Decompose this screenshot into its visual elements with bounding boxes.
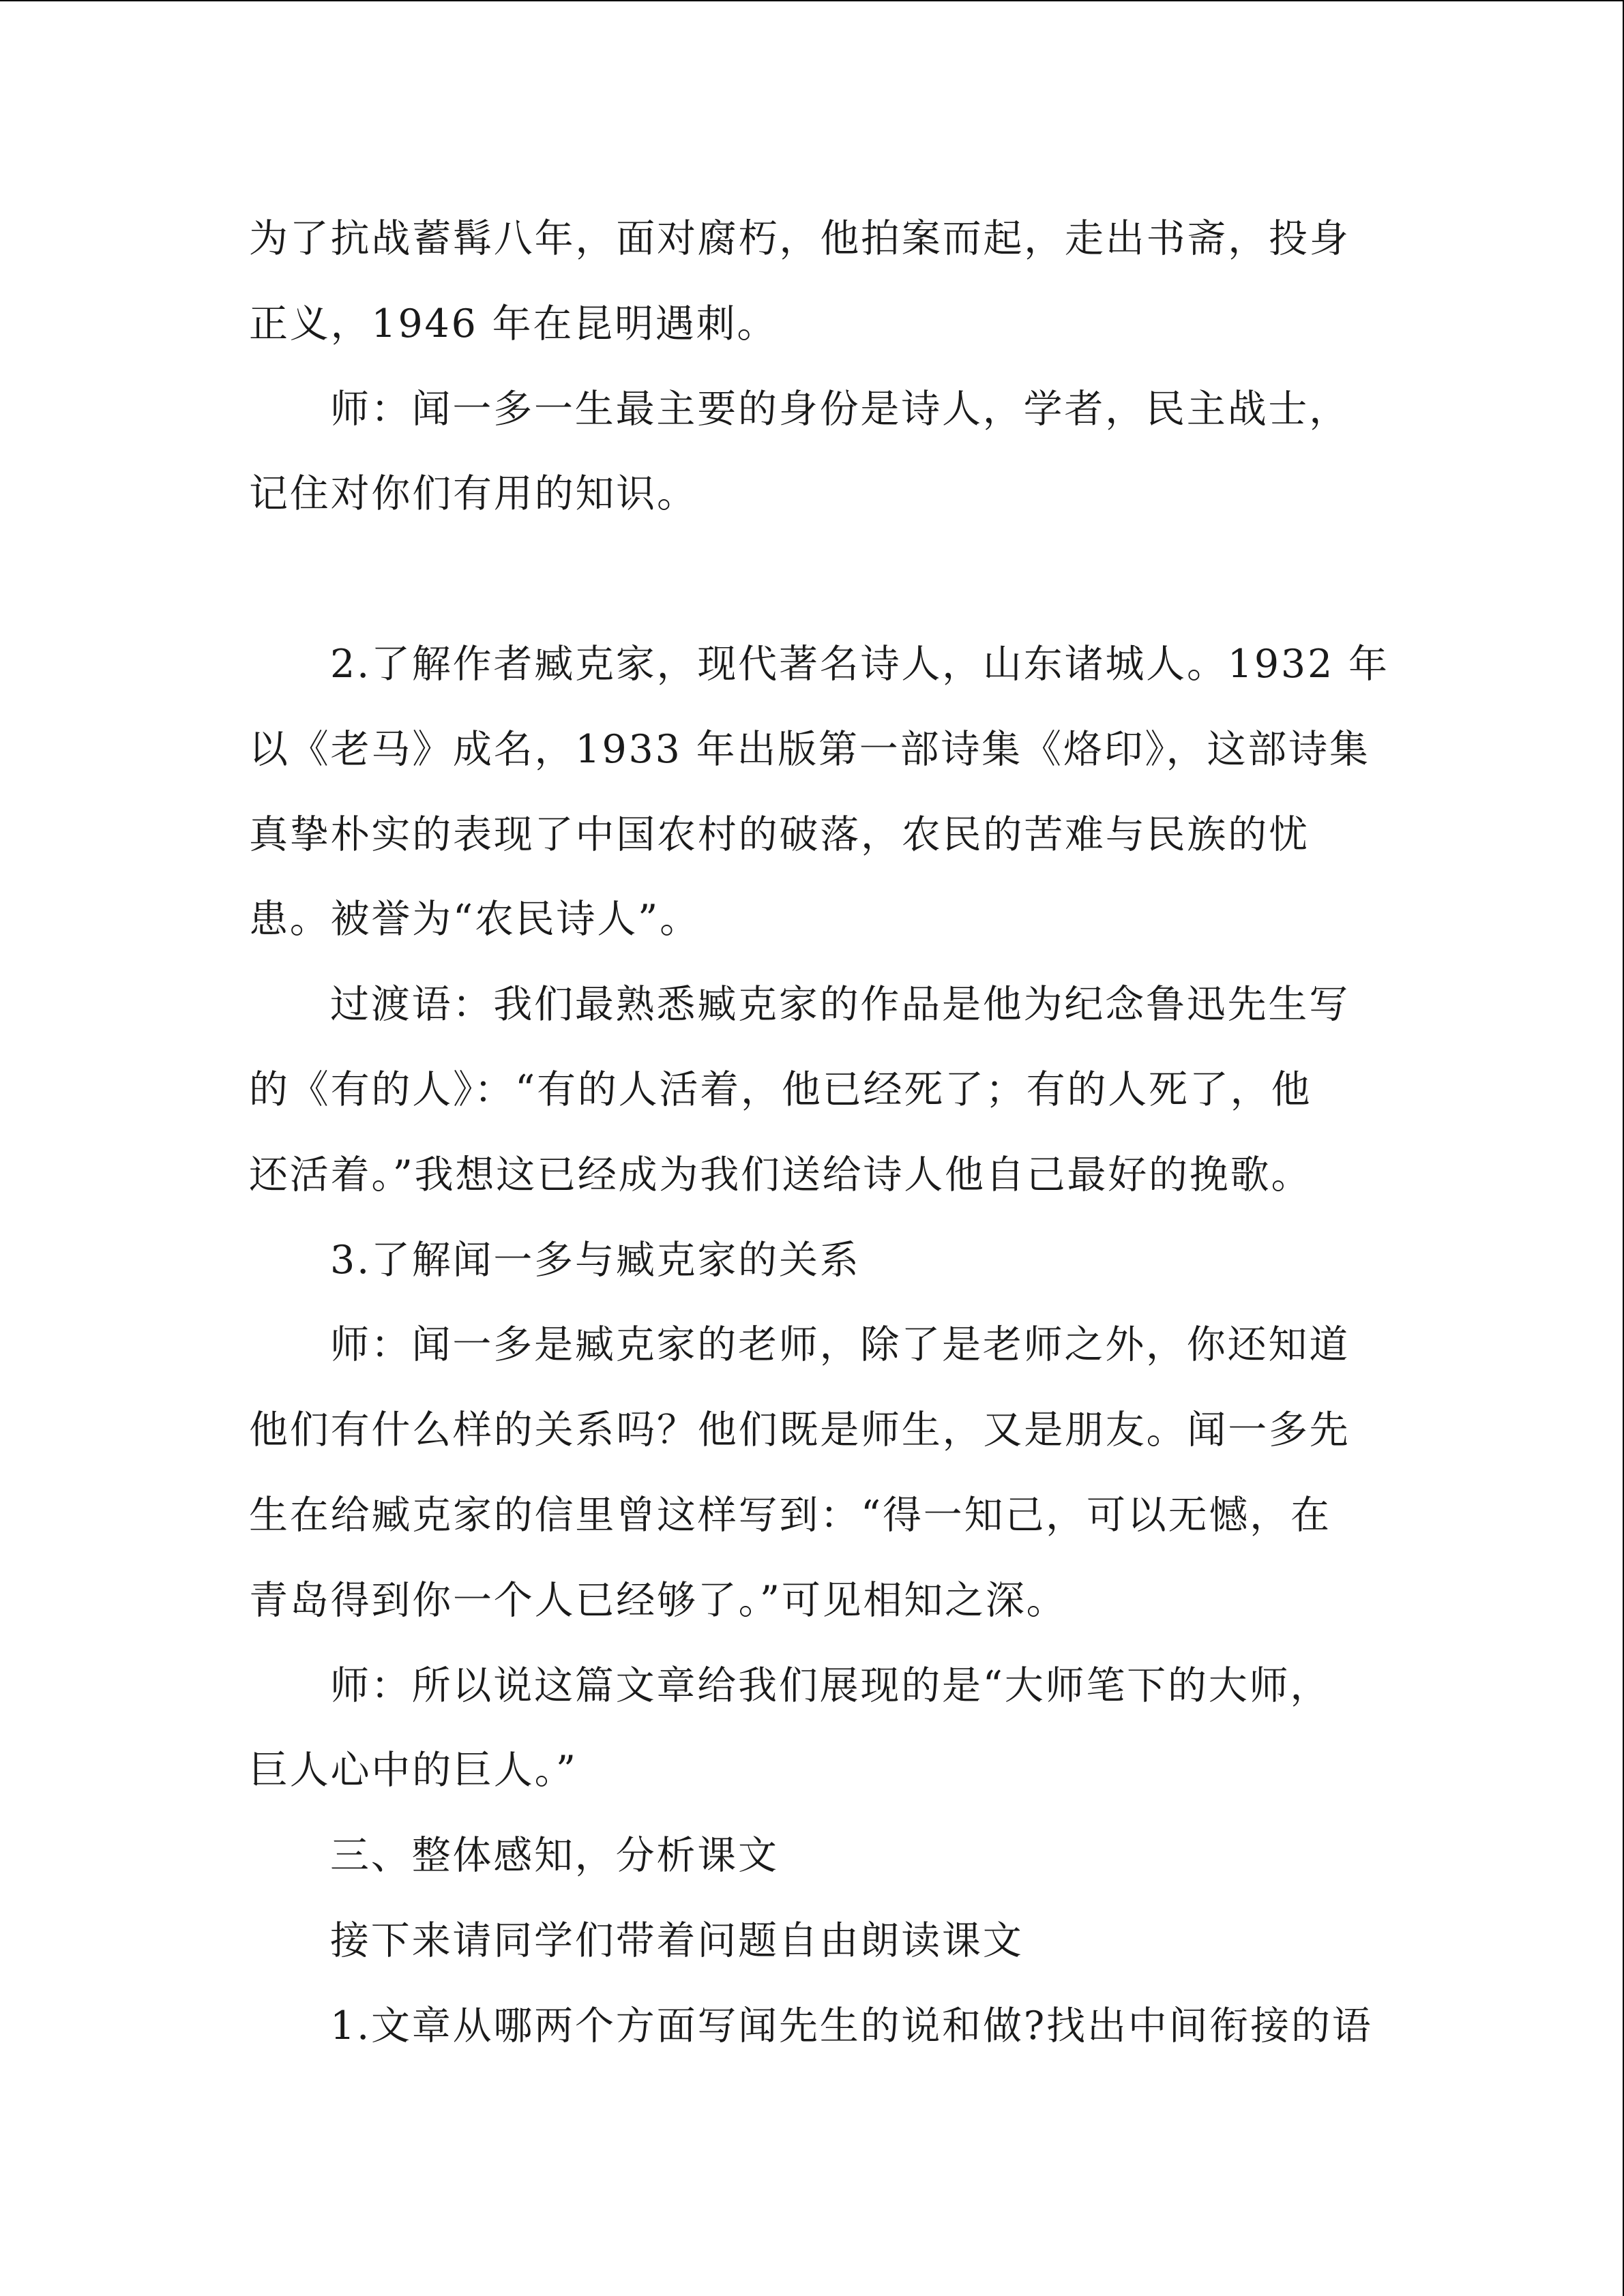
- text-line: 生在给臧克家的信里曾这样写到：“得一知己，可以无憾，在: [249, 1492, 1331, 1538]
- text-line: 还活着。”我想这已经成为我们送给诗人他自己最好的挽歌。: [249, 1152, 1312, 1197]
- text-line: 为了抗战蓄髯八年，面对腐朽，他拍案而起，走出书斋，投身: [249, 216, 1350, 261]
- text-line: 记住对你们有用的知识。: [249, 471, 698, 517]
- text-line: 1.文章从哪两个方面写闻先生的说和做?找出中间衔接的语: [330, 2003, 1373, 2048]
- paragraph: [249, 196, 1408, 367]
- text-line: 过渡语：我们最熟悉臧克家的作品是他为纪念鲁迅先生写: [330, 982, 1350, 1028]
- text-line: 师：所以说这篇文章给我们展现的是“大师笔下的大师，: [330, 1663, 1331, 1708]
- text-line: 三、整体感知，分析课文: [330, 1833, 779, 1879]
- text-line: 2.了解作者臧克家，现代著名诗人，山东诸城人。1932 年: [330, 641, 1389, 687]
- paragraph: [249, 962, 1408, 1217]
- text-line: 巨人心中的巨人。”: [249, 1748, 578, 1793]
- paragraph: [249, 1302, 1408, 1643]
- text-line: 真挚朴实的表现了中国农村的破落，农民的苦难与民族的忧: [249, 811, 1310, 857]
- text-line: 患。被誉为“农民诗人”。: [249, 897, 700, 942]
- text-line: 的《有的人》：“有的人活着，他已经死了；有的人死了，他: [249, 1067, 1312, 1112]
- text-line: 3.了解闻一多与臧克家的关系: [330, 1237, 861, 1283]
- paragraph: [249, 1984, 1408, 2069]
- text-line: 青岛得到你一个人已经够了。”可见相知之深。: [249, 1577, 1067, 1623]
- text-line: 以《老马》成名，1933 年出版第一部诗集《烙印》，这部诗集: [249, 726, 1370, 772]
- blank-line: [249, 537, 1408, 622]
- section-heading: [249, 1813, 1408, 1898]
- paragraph: [249, 1898, 1408, 1984]
- text-line: 师：闻一多是臧克家的老师，除了是老师之外，你还知道: [330, 1322, 1350, 1368]
- document-body: [249, 196, 1408, 2069]
- paragraph: [249, 1218, 1408, 1303]
- text-line: 师：闻一多一生最主要的身份是诗人，学者，民主战士，: [330, 386, 1350, 432]
- text-line: 他们有什么样的关系吗？他们既是师生，又是朋友。闻一多先: [249, 1407, 1350, 1453]
- paragraph: [249, 1643, 1408, 1814]
- text-line: 正义，1946 年在昆明遇刺。: [249, 301, 778, 346]
- paragraph: [249, 367, 1408, 537]
- paragraph: [249, 622, 1408, 962]
- text-line: 接下来请同学们带着问题自由朗读课文: [330, 1918, 1024, 1963]
